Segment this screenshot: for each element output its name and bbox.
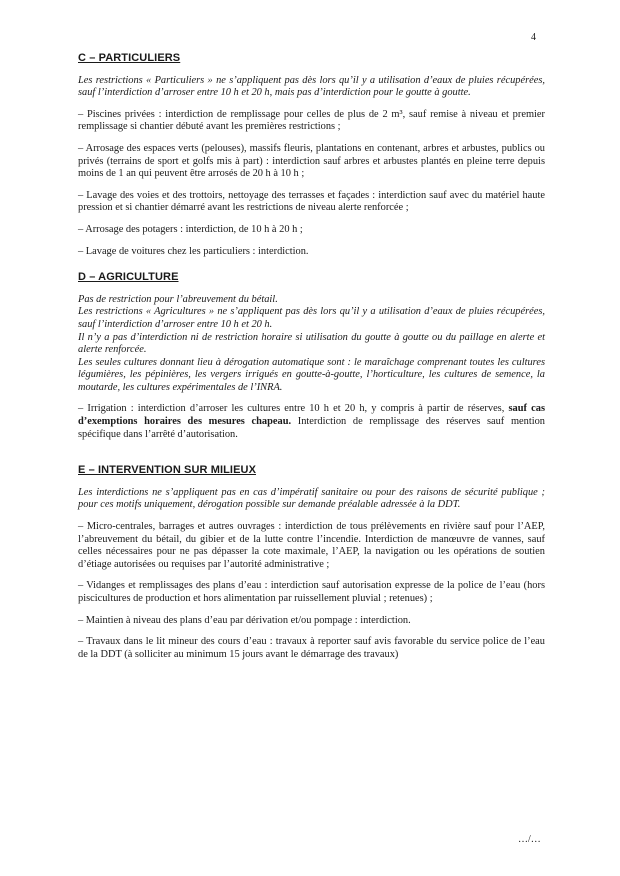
page-number: 4 (531, 32, 536, 43)
section-d-title: D – AGRICULTURE (78, 271, 179, 284)
irrigation-text-bold: sauf cas d’exemptions horaires des mesures chapeau. (78, 403, 545, 428)
section-e-item-ponds-level: – Maintien à niveau des plans d’eau par dérivation et/ou pompage : interdiction. (78, 614, 411, 626)
section-d-irrigation (78, 403, 545, 441)
section-e-title: E – INTERVENTION SUR MILIEUX (78, 464, 257, 477)
section-c-item-green-spaces: – Arrosage des espaces verts (pelouses), massifs fleuris, plantations en contenant, arbres et arbustes, publics ou privés (terrains de sport et golfs mis à part) : interdiction sauf arbres et arbustes plantés en pleine terre depuis moins de 1 an qui peuvent être arrosés de 20 h à 10 h ; (78, 142, 545, 180)
irrigation-text-1: – Irrigation : interdiction d’arroser les cultures entre 10 h et 20 h, y compris à partir de réserves, (78, 403, 509, 415)
section-d-intro-line: Pas de restriction pour l’abreuvement du bétail. (78, 293, 278, 305)
section-d-intro (78, 294, 545, 395)
section-d-intro-line: Les restrictions « Agricultures » ne s’appliquent pas dès lors qu’il y a utilisation d’eaux de pluies récupérées, sauf l’interdiction d’arroser entre 10 h et 20 h. (78, 306, 545, 330)
section-c-intro: Les restrictions « Particuliers » ne s’appliquent pas dès lors qu’il y a utilisation d’eaux de pluies récupérées, sauf l’interdiction d’arroser entre 10 h et 20 h, mais pas d’interdiction pour le goutte à goutte. (78, 74, 545, 99)
section-c-item-vegetable-gardens: – Arrosage des potagers : interdiction, de 10 h à 20 h ; (78, 223, 303, 235)
section-e-item-ponds-draining: – Vidanges et remplissages des plans d’eau : interdiction sauf autorisation expresse de la police de l’eau (hors piscicultures de production et hors alimentation par ruissellement pluvial ; retenues) ; (78, 580, 545, 604)
section-e-item-riverbed-works: – Travaux dans le lit mineur des cours d’eau : travaux à reporter sauf avis favorable du service police de l’eau de la DDT (à solliciter au minimum 15 jours avant le démarrage des travaux) (78, 636, 545, 660)
irrigation-text-2: Interdiction de remplissage des réserves sauf mention spécifique dans l’arrêté d’autorisation. (78, 416, 545, 440)
continuation-mark: …/… (518, 834, 541, 845)
section-c-title: C – PARTICULIERS (78, 52, 181, 64)
section-c-item-pools: – Piscines privées : interdiction de remplissage pour celles de plus de 2 m³, sauf remise à niveau et premier remplissage si chantier débuté avant les premières restrictions ; (78, 108, 545, 133)
document-body (78, 52, 545, 670)
section-e-item-micro-plants: – Micro-centrales, barrages et autres ouvrages : interdiction de tous prélèvements en rivière sauf pour l’AEP, l’abreuvement du bétail, du gibier et de la lutte contre l’incendie. Interdiction de manœuvre de vannes, sauf celles nécessaires pour ne pas dépasser la cote maximale, l’AEP, la navigation ou les opérations de soutien d’étiage autorisées ou requises par l’autorité administrative ; (78, 521, 545, 570)
section-d-intro-line: Les seules cultures donnant lieu à dérogation automatique sont : le maraîchage comprenant toutes les cultures légumières, les pépinières, les vergers irrigués en goutte-à-goutte, l’horticulture, les cultures de semence, la moutarde, les cultures expérimentales de l’INRA. (78, 356, 545, 393)
section-c-item-car-washing: – Lavage de voitures chez les particuliers : interdiction. (78, 245, 309, 257)
section-c-item-street-washing: – Lavage des voies et des trottoirs, nettoyage des terrasses et façades : interdiction sauf avec du matériel haute pression et si chantier démarré avant les restrictions de niveau alerte renforcée ; (78, 189, 545, 214)
section-d-intro-line: Il n’y a pas d’interdiction ni de restriction horaire si utilisation du goutte à goutte ou du paillage en alerte et alerte renforcée. (78, 331, 545, 356)
section-e-intro: Les interdictions ne s’appliquent pas en cas d’impératif sanitaire ou pour des raisons de sécurité publique ; pour ces motifs uniquement, dérogation possible sur demande préalable adressée à la DDT. (78, 486, 545, 511)
